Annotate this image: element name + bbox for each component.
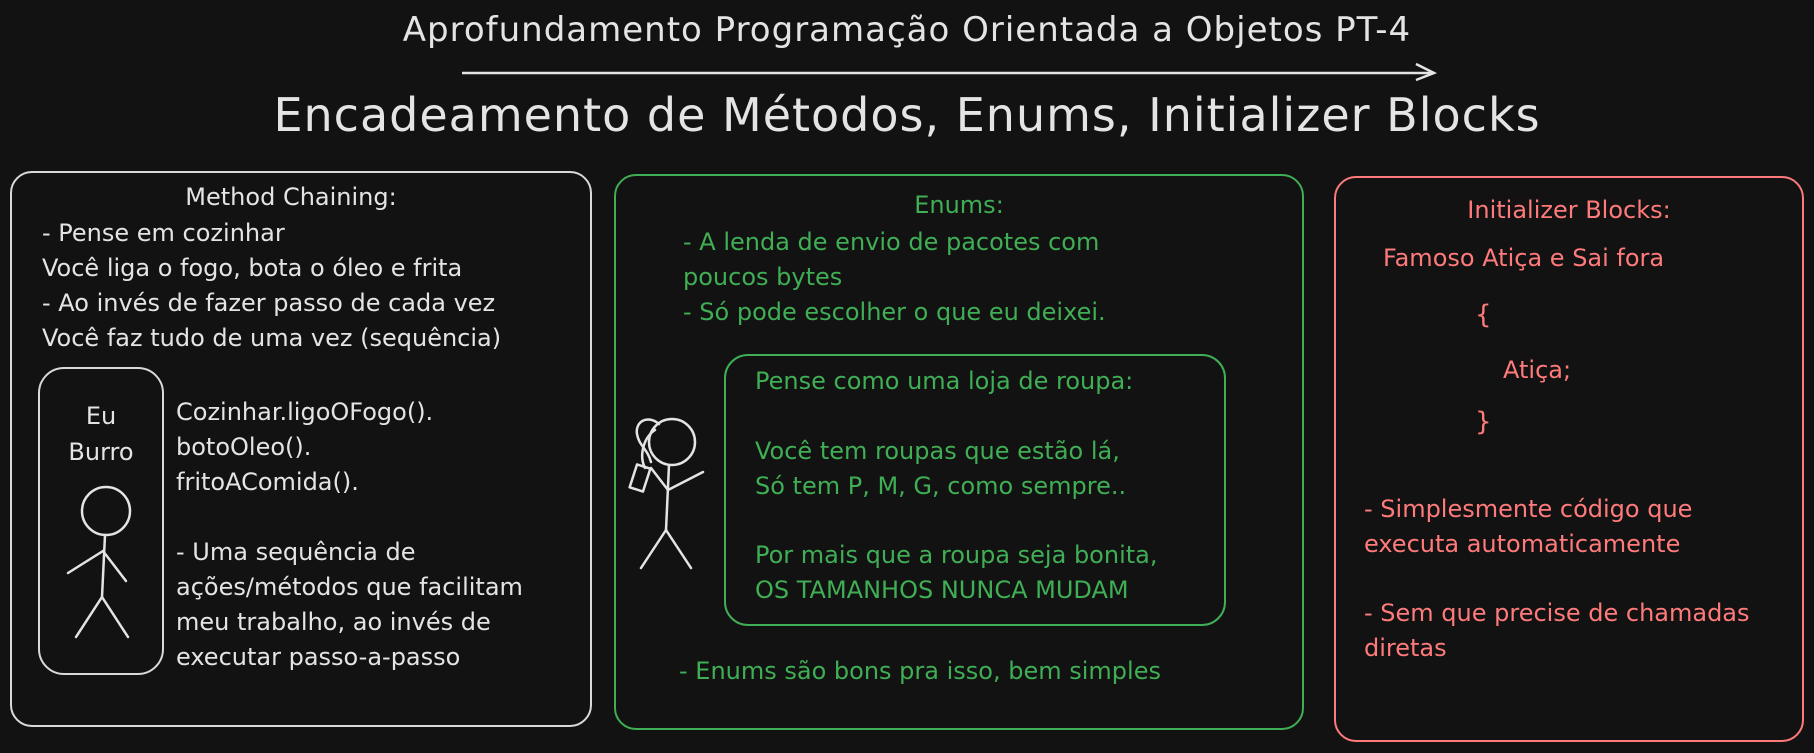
initializer-famous: Famoso Atiça e Sai fora bbox=[1383, 244, 1665, 272]
point-line: - Sem que precise de chamadas bbox=[1364, 599, 1750, 627]
store-line: OS TAMANHOS NUNCA MUDAM bbox=[755, 576, 1129, 604]
method-chaining-heading: Method Chaining: bbox=[185, 183, 397, 211]
arrow bbox=[0, 0, 1814, 80]
intro-line: - Ao invés de fazer passo de cada vez bbox=[42, 289, 496, 317]
intro-line: Você faz tudo de uma vez (sequência) bbox=[42, 324, 502, 352]
initializer-heading: Initializer Blocks: bbox=[1467, 196, 1671, 224]
code-line: fritoAComida(). bbox=[176, 468, 359, 496]
initializer-point-1 bbox=[1364, 492, 1692, 562]
point-line: diretas bbox=[1364, 634, 1447, 662]
note-line: executar passo-a-passo bbox=[176, 643, 461, 671]
method-chaining-intro bbox=[42, 216, 501, 356]
chain-note bbox=[176, 535, 523, 675]
note-line: - Uma sequência de bbox=[176, 538, 416, 566]
intro-line: Você liga o fogo, bota o óleo e frita bbox=[42, 254, 463, 282]
subtitle: Aprofundamento Programação Orientada a Objetos PT-4 bbox=[402, 10, 1412, 50]
note-line: ações/métodos que facilitam bbox=[176, 573, 523, 601]
enums-intro-line: - Só pode escolher o que eu deixei. bbox=[683, 298, 1106, 326]
figure-label: Eu Burro bbox=[68, 402, 134, 466]
open-brace: { bbox=[1475, 300, 1492, 330]
code-line: Cozinhar.ligoOFogo(). bbox=[176, 398, 434, 426]
initializer-point-2 bbox=[1364, 596, 1750, 666]
enums-intro bbox=[683, 225, 1106, 330]
page-title: Encadeamento de Métodos, Enums, Initializer Blocks bbox=[273, 88, 1541, 142]
enums-footer: - Enums são bons pra isso, bem simples bbox=[679, 657, 1161, 685]
store-title: Pense como uma loja de roupa: bbox=[755, 367, 1134, 395]
girl-figure-icon bbox=[625, 410, 715, 575]
chain-code bbox=[176, 395, 433, 500]
store-line: Por mais que a roupa seja bonita, bbox=[755, 541, 1158, 569]
close-brace: } bbox=[1475, 407, 1492, 437]
store-line: Só tem P, M, G, como sempre.. bbox=[755, 472, 1127, 500]
initializer-body: Atiça; bbox=[1503, 356, 1572, 384]
enums-intro-line: - A lenda de envio de pacotes com bbox=[683, 228, 1100, 256]
code-line: botoOleo(). bbox=[176, 433, 312, 461]
point-line: executa automaticamente bbox=[1364, 530, 1681, 558]
enums-intro-line: poucos bytes bbox=[683, 263, 843, 291]
intro-line: - Pense em cozinhar bbox=[42, 219, 285, 247]
enums-heading: Enums: bbox=[914, 191, 1004, 219]
store-lines-b bbox=[755, 538, 1157, 608]
store-line: Você tem roupas que estão lá, bbox=[755, 437, 1120, 465]
point-line: - Simplesmente código que bbox=[1364, 495, 1693, 523]
note-line: meu trabalho, ao invés de bbox=[176, 608, 491, 636]
store-lines-a bbox=[755, 434, 1126, 504]
stick-figure-icon bbox=[60, 485, 150, 645]
